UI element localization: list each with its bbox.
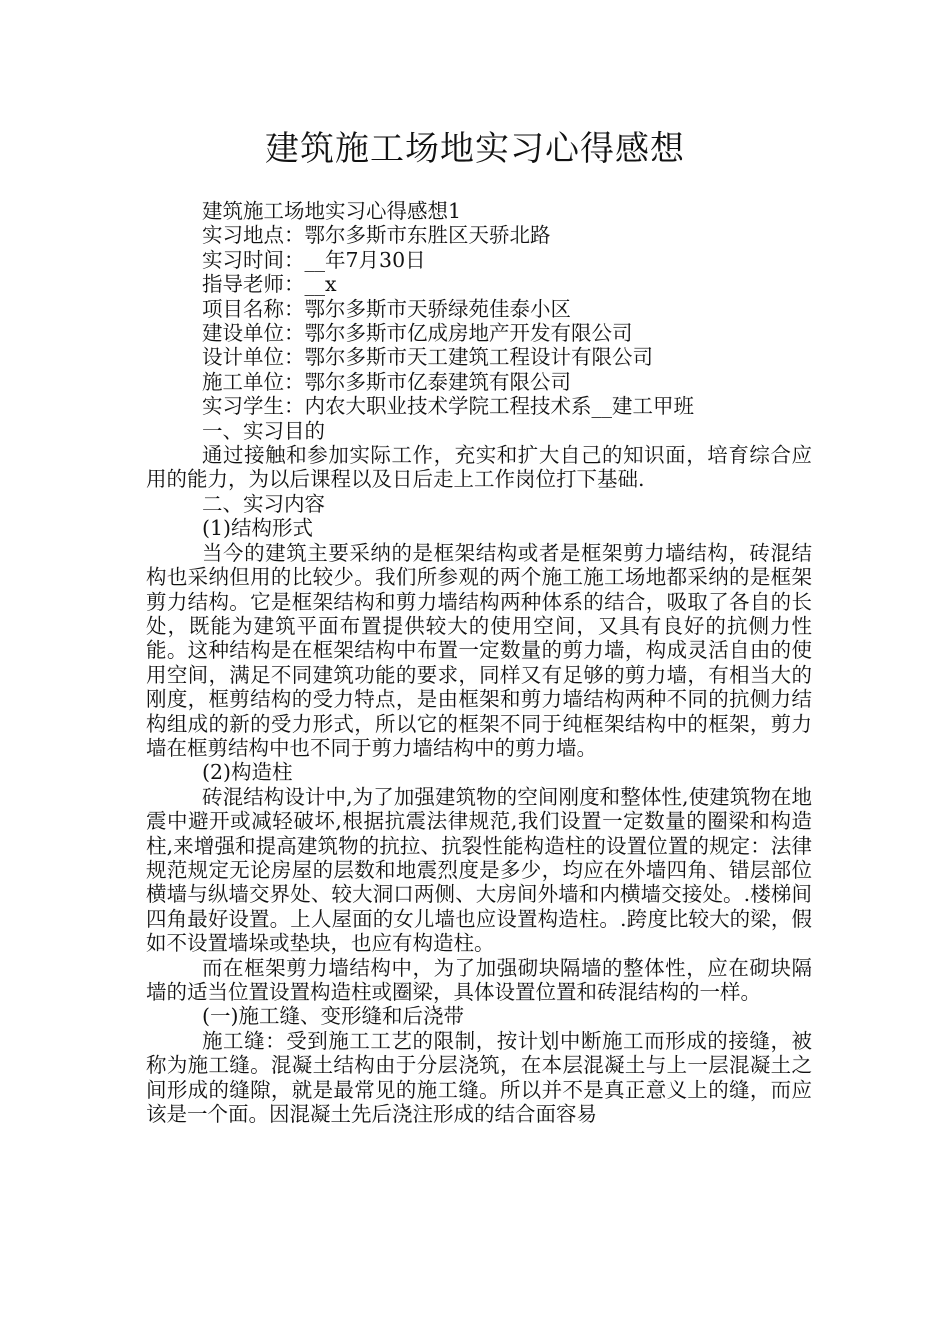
paragraph-construction-joint: 施工缝：受到施工工艺的限制，按计划中断施工而形成的接缝，被称为施工缝。混凝土结构由于分层浇筑，在本层混凝土与上一层混凝土之间形成的缝隙，就是最常见的施工缝。所以并不是真正意义上的缝，而应该是一个面。因混凝土先后浇注形成的结合面容易: [146, 1028, 812, 1127]
info-line-designer: 设计单位：鄂尔多斯市天工建筑工程设计有限公司: [202, 345, 653, 370]
subheading-constructional-column: (2)构造柱: [202, 760, 293, 785]
info-line-teacher: 指导老师：__x: [202, 272, 337, 297]
info-line-time: 实习时间：__年7月30日: [202, 247, 426, 272]
section-heading-content: 二、实习内容: [202, 491, 325, 516]
subtitle-line: 建筑施工场地实习心得感想1: [202, 199, 462, 223]
info-line-builder: 建设单位：鄂尔多斯市亿成房地产开发有限公司: [202, 321, 633, 346]
info-line-student: 实习学生：内农大职业技术学院工程技术系__建工甲班: [202, 394, 694, 419]
subheading-structure-form: (1)结构形式: [202, 516, 314, 541]
paragraph-constructional-column: 砖混结构设计中,为了加强建筑物的空间刚度和整体性,使建筑物在地震中避开或减轻破坏,根据抗震法律规范,我们设置一定数量的圈梁和构造柱,来增强和提高建筑物的抗拉、抗裂性能构造柱的设置位置的规定：法律规范规定无论房屋的层数和地震烈度是多少，均应在外墙四角、错层部位横墙与纵墙交界处、较大洞口两侧、大房间外墙和内横墙交接处。.楼梯间四角最好设置。上人屋面的女儿墙也应设置构造柱。.跨度比较大的梁，假如不设置墙垛或垫块，也应有构造柱。: [146, 784, 812, 956]
paragraph-frame-shear-wall: 而在框架剪力墙结构中，为了加强砌块隔墙的整体性，应在砌块隔墙的适当位置设置构造柱或圈梁，具体设置位置和砖混结构的一样。: [146, 955, 812, 1004]
document-body: [146, 199, 812, 1126]
info-line-contractor: 施工单位：鄂尔多斯市亿泰建筑有限公司: [202, 369, 571, 394]
info-line-location: 实习地点：鄂尔多斯市东胜区天骄北路: [202, 223, 551, 248]
section-heading-purpose: 一、实习目的: [202, 418, 325, 443]
document-title: 建筑施工场地实习心得感想: [265, 129, 685, 169]
paragraph-purpose: 通过接触和参加实际工作，充实和扩大自己的知识面，培育综合应用的能力，为以后课程以及日后走上工作岗位打下基础.: [146, 443, 812, 492]
paragraph-structure-form: 当今的建筑主要采纳的是框架结构或者是框架剪力墙结构，砖混结构也采纳但用的比较少。我们所参观的两个施工施工场地都采纳的是框架剪力结构。它是框架结构和剪力墙结构两种体系的结合，吸取了各自的长处，既能为建筑平面布置提供较大的使用空间，又具有良好的抗侧力性能。这种结构是在框架结构中布置一定数量的剪力墙，构成灵活自由的使用空间，满足不同建筑功能的要求，同样又有足够的剪力墙，有相当大的刚度，框剪结构的受力特点，是由框架和剪力墙结构两种不同的抗侧力结构组成的新的受力形式，所以它的框架不同于纯框架结构中的框架，剪力墙在框剪结构中也不同于剪力墙结构中的剪力墙。: [146, 540, 812, 760]
subheading-joints: (一)施工缝、变形缝和后浇带: [202, 1004, 464, 1029]
info-line-project: 项目名称：鄂尔多斯市天骄绿苑佳泰小区: [202, 296, 571, 321]
